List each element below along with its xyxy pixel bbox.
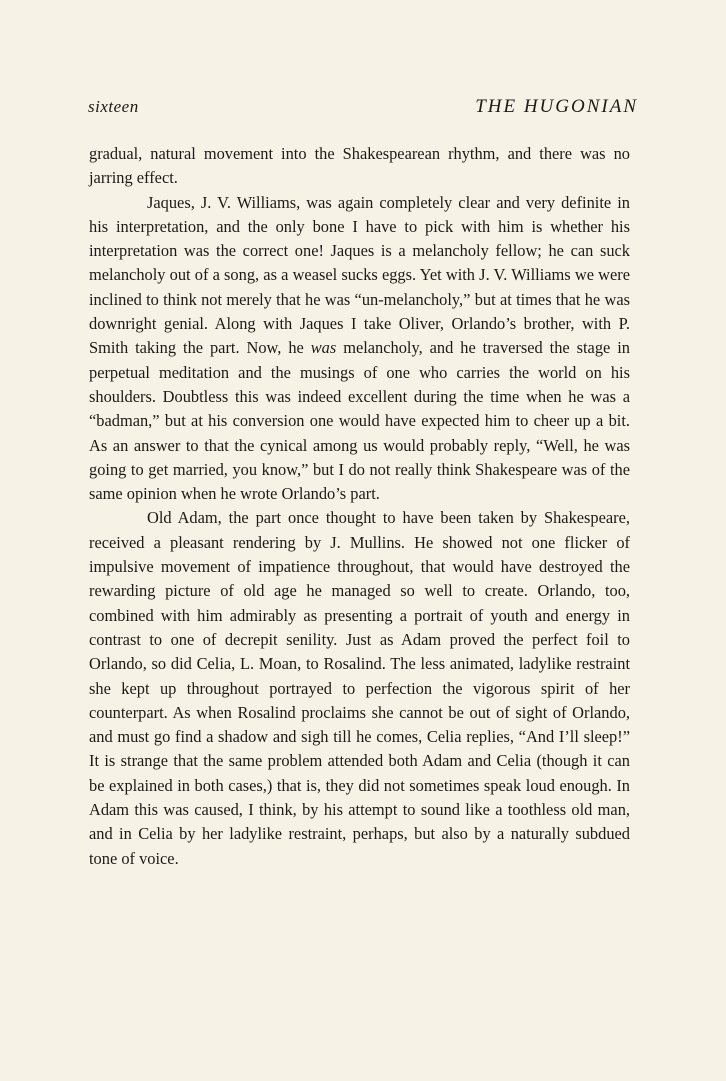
paragraph-2-text-after: melancholy, and he traversed the stage in perpetual meditation and the musings of one who carries the world on his shoulders. Doubtless this was indeed excellent during the time when he was a “badman,” but at his conversion one would have expected him to cheer up a bit. As an answer to that the cynical among us would probably reply, “Well, he was going to get married, you know,” but I do not really think Shakespeare was of the same opinion when he wrote Orlando’s part. [89, 338, 630, 504]
paragraph-3 [89, 506, 630, 870]
page-number: sixteen [88, 97, 139, 116]
paragraph-2-emphasis: was [310, 338, 337, 358]
journal-title: THE HUGONIAN [475, 96, 638, 117]
paragraph-2-text: Jaques, J. V. Williams, was again completely clear and very definite in his interpretation, and the only bone I have to pick with him is whether his interpretation was the correct one! Jaques is a melancholy fellow; he can suck melancholy out of a song, as a weasel sucks eggs. Yet with J. V. Williams we were inclined to think not merely that he was “un-melancholy,” but at times that he was downright genial. Along with Jaques I take Oliver, Orlando’s brother, with P. Smith taking the part. Now, he [89, 192, 630, 358]
paragraph-1-text: gradual, natural movement into the Shakespearean rhythm, and there was no jarring effect. [89, 144, 630, 188]
paragraph-2 [89, 191, 630, 507]
article-body [89, 142, 630, 871]
running-head [88, 96, 638, 118]
paragraph-1 [89, 142, 630, 191]
paragraph-3-text: Old Adam, the part once thought to have been taken by Shakespeare, received a pleasant rendering by J. Mullins. He showed not one flicker of impulsive movement of impatience throughout, that would have destroyed the rewarding picture of old age he managed so well to create. Orlando, too, combined with him admirably as presenting a portrait of youth and energy in contrast to one of decrepit senility. Just as Adam proved the perfect foil to Orlando, so did Celia, L. Moan, to Rosalind. The less animated, ladylike restraint she kept up throughout portrayed to perfection the vigorous spirit of her counterpart. As when Rosalind proclaims she cannot be out of sight of Orlando, and must go find a shadow and sigh till he comes, Celia replies, “And I’ll sleep!” It is strange that the same problem attended both Adam and Celia (though it can be explained in both cases,) that is, they did not sometimes speak loud enough. In Adam this was caused, I think, by his attempt to sound like a toothless old man, and in Celia by her ladylike restraint, perhaps, but also by a naturally subdued tone of voice. [89, 508, 630, 868]
